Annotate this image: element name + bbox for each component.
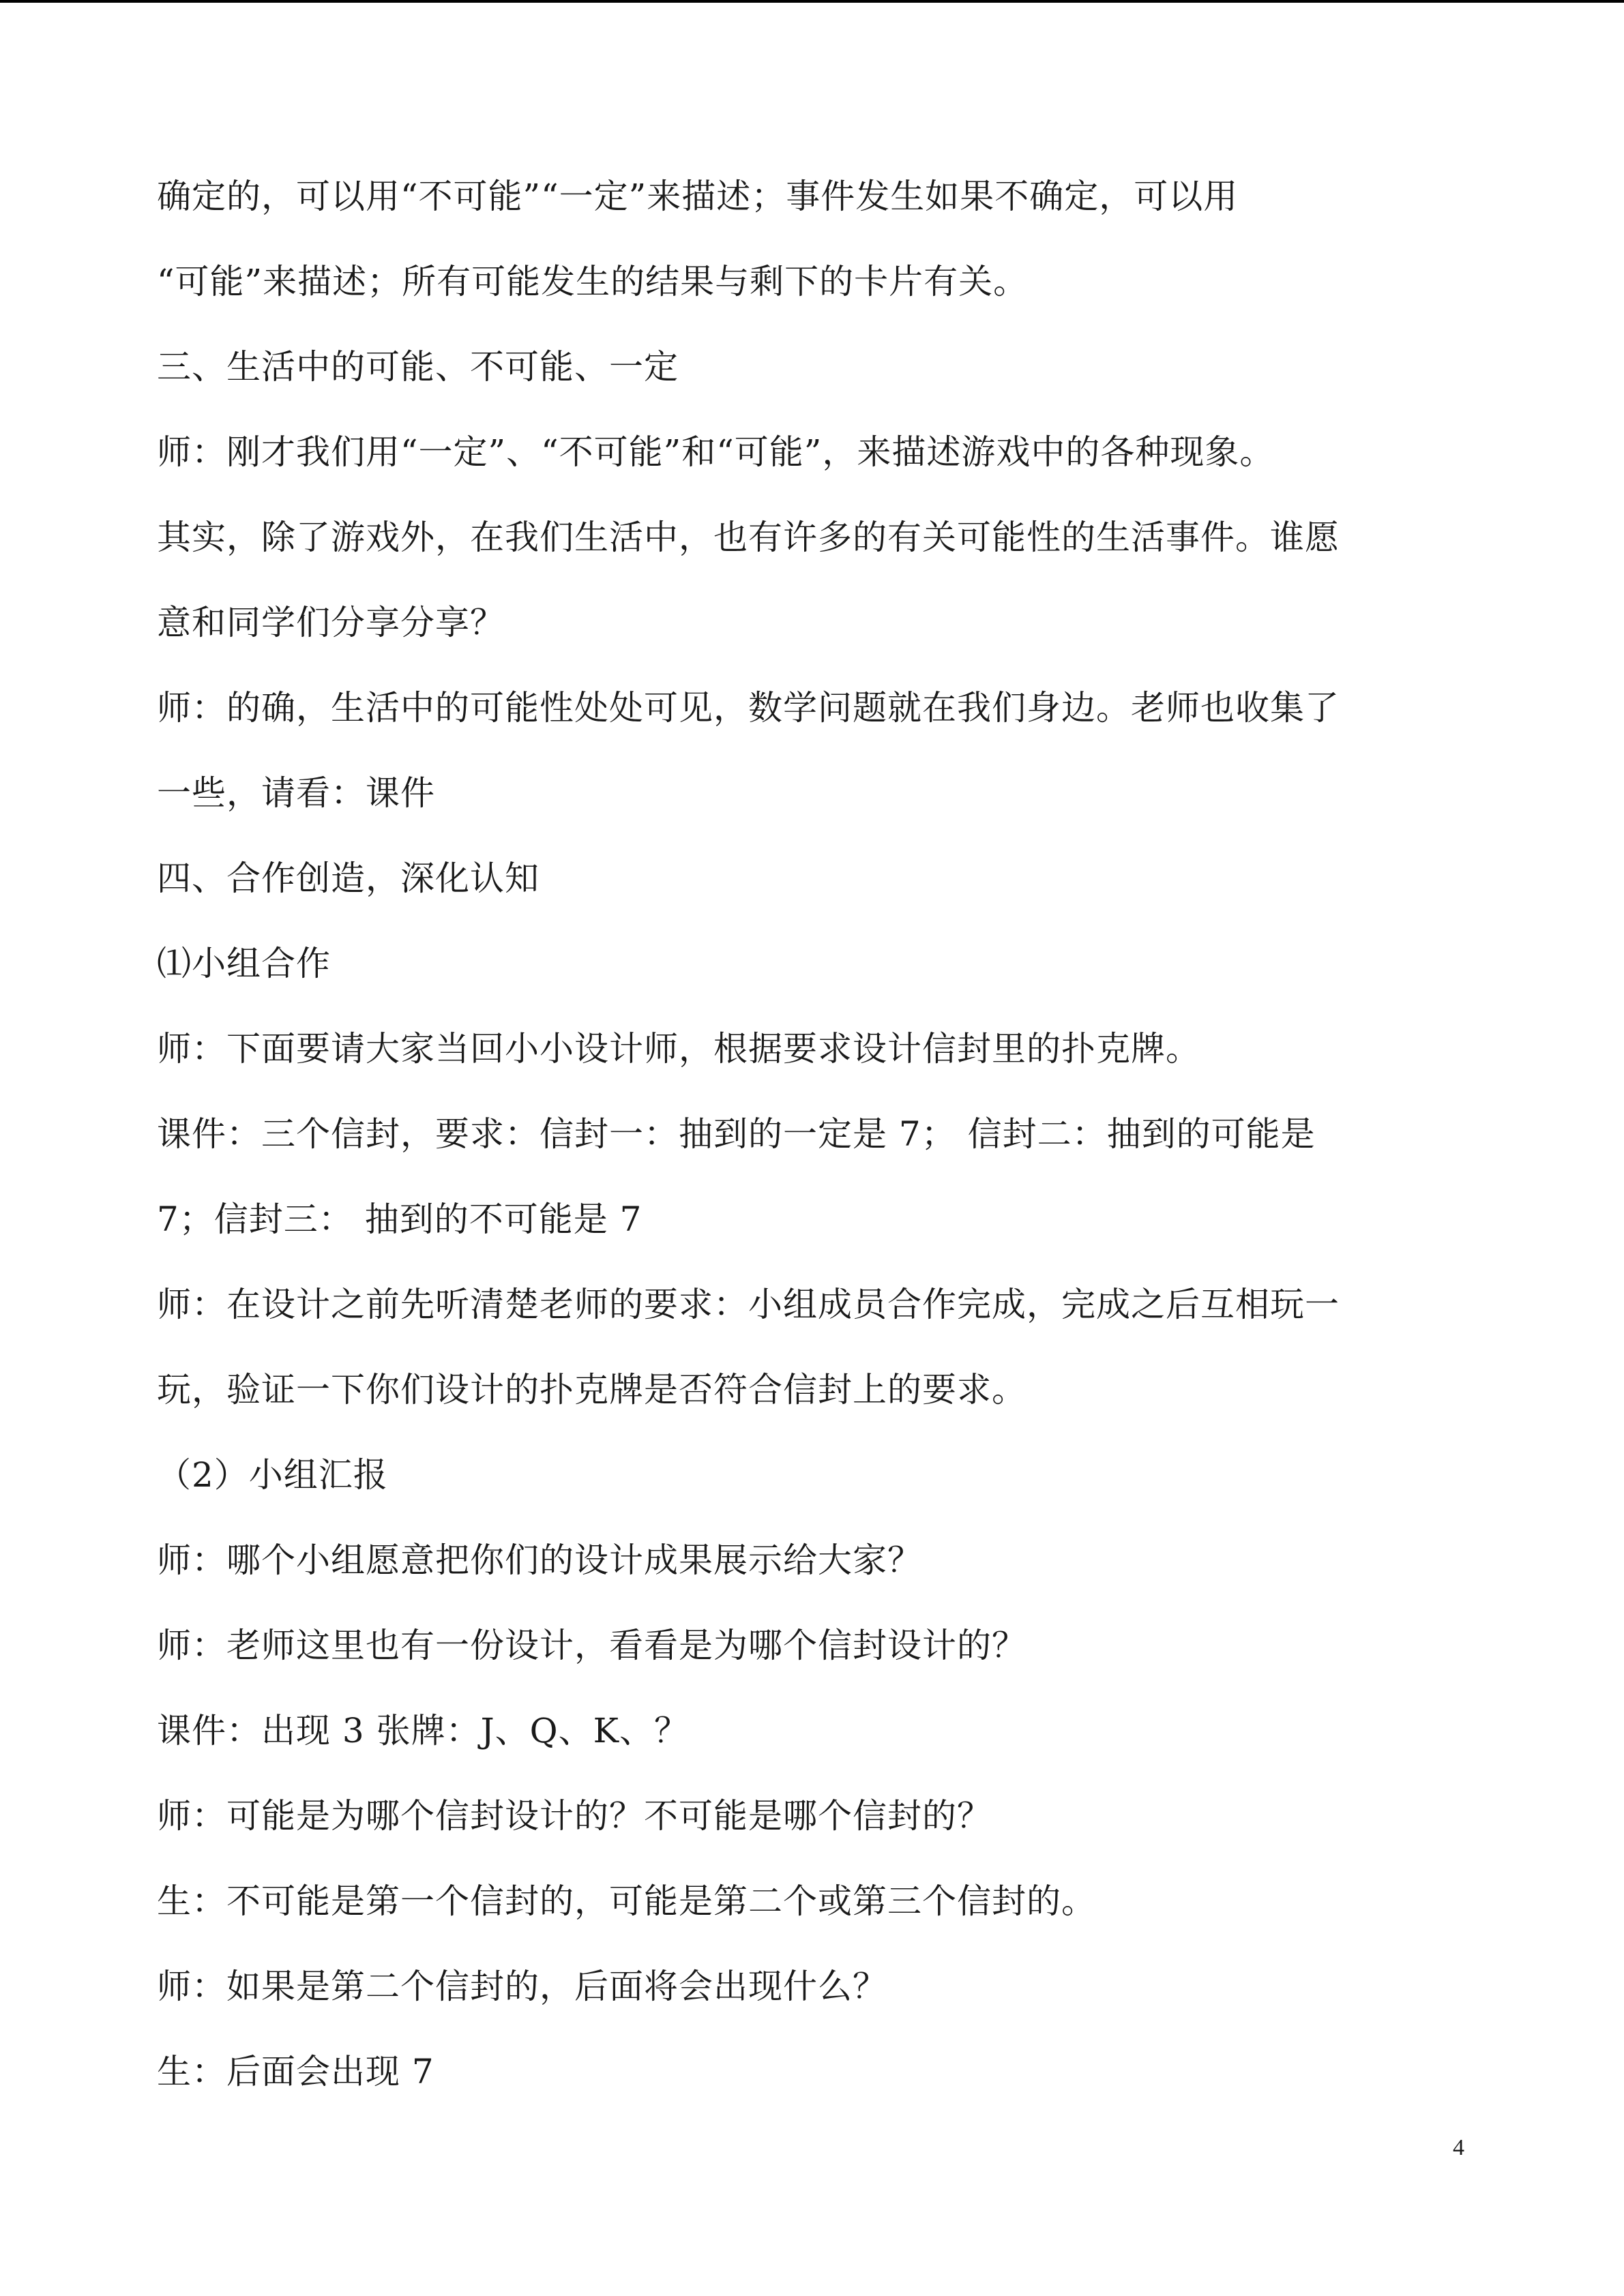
text-line-8: 一些，请看：课件 xyxy=(157,773,435,813)
text-line-5: 其实，除了游戏外，在我们生活中，也有许多的有关可能性的生活事件。谁愿 xyxy=(157,518,1340,557)
text-line-23: 生：后面会出现 7 xyxy=(157,2052,434,2091)
text-line-6: 意和同学们分享分享？ xyxy=(157,603,505,642)
text-line-21: 生：不可能是第一个信封的，可能是第二个或第三个信封的。 xyxy=(157,1881,1096,1921)
text-line-14: 师：在设计之前先听清楚老师的要求：小组成员合作完成，完成之后互相玩一 xyxy=(157,1285,1340,1324)
page-number: 4 xyxy=(1453,2135,1464,2160)
text-line-15: 玩，验证一下你们设计的扑克牌是否符合信封上的要求。 xyxy=(157,1370,1027,1410)
text-line-22: 师：如果是第二个信封的，后面将会出现什么？ xyxy=(157,1967,887,2006)
text-line-11: 师：下面要请大家当回小小设计师，根据要求设计信封里的扑克牌。 xyxy=(157,1029,1200,1069)
page-top-border xyxy=(0,0,1624,3)
text-line-20: 师：可能是为哪个信封设计的？不可能是哪个信封的？ xyxy=(157,1796,992,1836)
text-line-2: “可能”来描述；所有可能发生的结果与剩下的卡片有关。 xyxy=(157,262,1029,301)
text-line-13: 7；信封三： 抽到的不可能是 7 xyxy=(157,1199,643,1239)
subheading-group-work: ⑴小组合作 xyxy=(157,944,331,983)
text-line-7: 师：的确，生活中的可能性处处可见，数学问题就在我们身边。老师也收集了 xyxy=(157,688,1340,728)
section-heading-3: 三、生活中的可能、不可能、一定 xyxy=(157,347,679,387)
text-line-4: 师：刚才我们用“一定”、“不可能”和“可能”，来描述游戏中的各种现象。 xyxy=(157,432,1275,472)
text-line-19: 课件：出现 3 张牌：J、Q、K、？ xyxy=(157,1711,689,1750)
text-line-12: 课件：三个信封，要求：信封一：抽到的一定是 7； 信封二：抽到的可能是 xyxy=(157,1114,1316,1154)
text-line-18: 师：老师这里也有一份设计，看看是为哪个信封设计的？ xyxy=(157,1626,1027,1665)
subheading-group-report: （2）小组汇报 xyxy=(157,1455,388,1495)
text-line-1: 确定的，可以用“不可能”“一定”来描述；事件发生如果不确定，可以用 xyxy=(157,177,1239,216)
section-heading-4: 四、合作创造，深化认知 xyxy=(157,859,540,898)
text-line-17: 师：哪个小组愿意把你们的设计成果展示给大家？ xyxy=(157,1540,922,1580)
